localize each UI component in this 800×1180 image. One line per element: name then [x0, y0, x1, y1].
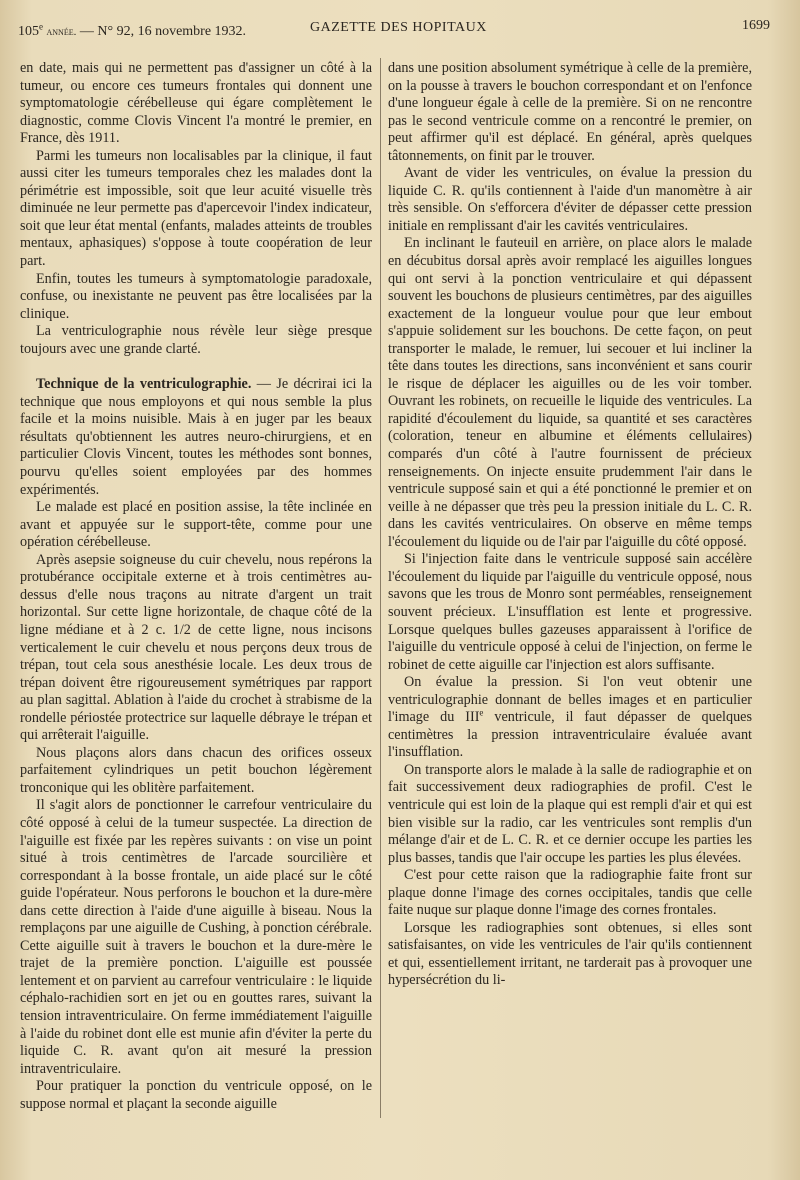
column-divider [380, 58, 381, 1118]
right-column [388, 60, 752, 990]
issue-info: 105e année. — N° 92, 16 novembre 1932. [18, 21, 247, 39]
paragraph: On transporte alors le malade à la salle de radiographie et on fait successivement deux radiographies de profil. C'est le ventricule qui est loin de la plaque qui est rempli d'air et qui est bien visible sur la radio, car les ventricules sont remplis d'un mélange d'air et de L. C. R. et ce dernier occupe les parties les plus basses, tandis que l'air occupe les parties les plus élevées. [388, 761, 752, 866]
left-column [20, 60, 372, 1113]
page-header [18, 14, 770, 42]
paragraph: Lorsque les radiographies sont obtenues, si elles sont satisfaisantes, on vide les ventricules de l'air qu'ils contiennent et qui, essentiellement irritant, ne tarderait pas à provoquer une hypersécrétion du li- [388, 919, 752, 989]
section-paragraph: Technique de la ventriculographie. — Je décrirai ici la technique que nous employons et qui nous semble la plus facile et la moins nuisible. Mais à en juger par les beaux résultats qu'obtiennent les autres neuro-chirurgiens, et en particulier Clovis Vincent, toutes les méthodes sont bonnes, pourvu qu'elles soient employées par des hommes expérimentés. [20, 376, 372, 498]
paragraph: Il s'agit alors de ponctionner le carrefour ventriculaire du côté opposé à celui de la tumeur suspectée. La direction de l'aiguille est fixée par les repères suivants : on vise un point situé à trois centimètres de l'arcade sourcilière et correspondant à la bosse frontale, un aide placé sur le côté guide l'opérateur. Nous perforons le bouchon et la dure-mère dans cette direction à l'aide d'une aiguille à biseau. Nous la remplaçons par une aiguille de Cushing, à ponction cérébrale. Cette aiguille suit à travers le bouchon et la dure-mère le trajet de la première ponction. L'aiguille est poussée lentement et on parvient au carrefour ventriculaire : le liquide céphalo-rachidien sort en jet ou en gouttes rares, suivant la tension intraventriculaire. On ferme immédiatement l'aiguille à l'aide du robinet dont elle est munie afin d'éviter la perte du liquide C. R. avant qu'on ait mesuré la pression intraventriculaire. [20, 797, 372, 1077]
paragraph: C'est pour cette raison que la radiographie faite front sur plaque donne l'image des cornes occipitales, tandis que celle faite nuque sur plaque donne l'image des cornes frontales. [388, 867, 752, 919]
paragraph: La ventriculographie nous révèle leur siège presque toujours avec une grande clarté. [20, 323, 372, 357]
page-number: 1699 [742, 18, 770, 33]
section-heading: Technique de la ventriculographie. [36, 376, 252, 393]
paragraph: On évalue la pression. Si l'on veut obtenir une ventriculographie donnant de belles images et en particulier l'image du IIIe ventricule, il faut dépasser de quelques centimètres la pression intraventriculaire évaluée avant l'insufflation. [388, 674, 752, 761]
paragraph: Nous plaçons alors dans chacun des orifices osseux parfaitement cylindriques un petit bouchon légèrement tronconique qui les oblitère parfaitement. [20, 744, 372, 796]
paragraph: En inclinant le fauteuil en arrière, on place alors le malade en décubitus dorsal après avoir remplacé les aiguilles longues qui ont servi à la ponction ventriculaire et qui dépassent souvent les bouchons de plusieurs centimètres, par des aiguilles exactement de la longueur voulue pour que leur embout s'appuie solidement sur les bouchons. De cette façon, on peut transporter le malade, le remuer, lui secouer et lui incliner la tête dans toutes les directions, sans inconvénient et sans courir le risque de déplacer les aiguilles ou de les voir tomber. Ouvrant les robinets, on recueille le liquide des ventricules. La rapidité d'écoulement du liquide, sa quantité et ses caractères (coloration, teneur en albumine et éléments cellulaires) comparés d'un côté à l'autre fournissent de précieux renseignements. On injecte ensuite prudemment l'air dans le ventricule supposé sain et qui a été ponctionné le premier et on veille à ne dépasser que très peu la pression initiale du L. C. R. dans les cavités ventriculaires. On observe en même temps l'écoulement du liquide ou de l'air par l'aiguille du côté opposé. [388, 235, 752, 550]
paragraph: Le malade est placé en position assise, la tête inclinée en avant et appuyée sur le support-tête, comme pour une opération cérébelleuse. [20, 499, 372, 551]
paragraph: Enfin, toutes les tumeurs à symptomatologie paradoxale, confuse, ou inexistante ne peuvent pas être localisées par la clinique. [20, 270, 372, 322]
journal-title: GAZETTE DES HOPITAUX [310, 20, 487, 35]
paragraph: dans une position absolument symétrique à celle de la première, on la pousse à travers le bouchon correspondant et on l'enfonce d'une longueur égale à celle de la première. Si on ne rencontre pas le second ventricule comme on a rencontré le premier, on peut affirmer qu'il est déplacé. En général, après quelques tâtonnements, on finit par le trouver. [388, 60, 752, 164]
paragraph: Parmi les tumeurs non localisables par la clinique, il faut aussi citer les tumeurs temporales chez les malades dont la périmétrie est impossible, soit que leur acuité visuelle très diminuée ne leur permette pas d'apercevoir l'index indicateur, soit que leur état mental (enfants, malades atteints de troubles mentaux, aphasiques) s'oppose à toute coopération de leur part. [20, 147, 372, 270]
paragraph: Pour pratiquer la ponction du ventricule opposé, on le suppose normal et plaçant la seconde aiguille [20, 1078, 372, 1112]
paragraph: Si l'injection faite dans le ventricule supposé sain accélère l'écoulement du liquide par l'aiguille du ventricule opposé, nous savons que les trous de Monro sont perméables, renseignement souvent précieux. L'insufflation est lente et progressive. Lorsque quelques bulles gazeuses apparaissent à l'orifice de l'aiguille du ventricule opposé à celui de l'injection, on ferme le robinet de cette aiguille car l'injection est alors suffisante. [388, 551, 752, 673]
paragraph: Avant de vider les ventricules, on évalue la pression du liquide C. R. qu'ils contiennent à l'aide d'un manomètre à air très sensible. On s'efforcera d'éviter de dépasser cette pression initiale en remplissant d'air les cavités ventriculaires. [388, 165, 752, 234]
paragraph: Après asepsie soigneuse du cuir chevelu, nous repérons la protubérance occipitale externe et à trois centimètres au-dessus d'elle nous traçons au nitrate d'argent un trait horizontal. Sur cette ligne horizontale, de chaque côté de la ligne médiane et à 2 c. 1/2 de cette ligne, nous incisons verticalement le cuir chevelu et nous perçons deux trous de trépan, tout cela sous anesthésie locale. Les deux trous de trépan doivent être rigoureusement symétriques par rapport au plan sagittal. Ablation à l'aide du crochet à strabisme de la rondelle périostée protectrice sur laquelle débraye le trépan et qui arrêterait l'aiguille. [20, 551, 372, 744]
paragraph: en date, mais qui ne permettent pas d'assigner un côté à la tumeur, ou encore ces tumeurs frontales qui donnent une symptomatologie cérébelleuse qui égare complètement le diagnostic, comme Clovis Vincent l'a montré le premier, en France, dès 1911. [20, 60, 372, 147]
